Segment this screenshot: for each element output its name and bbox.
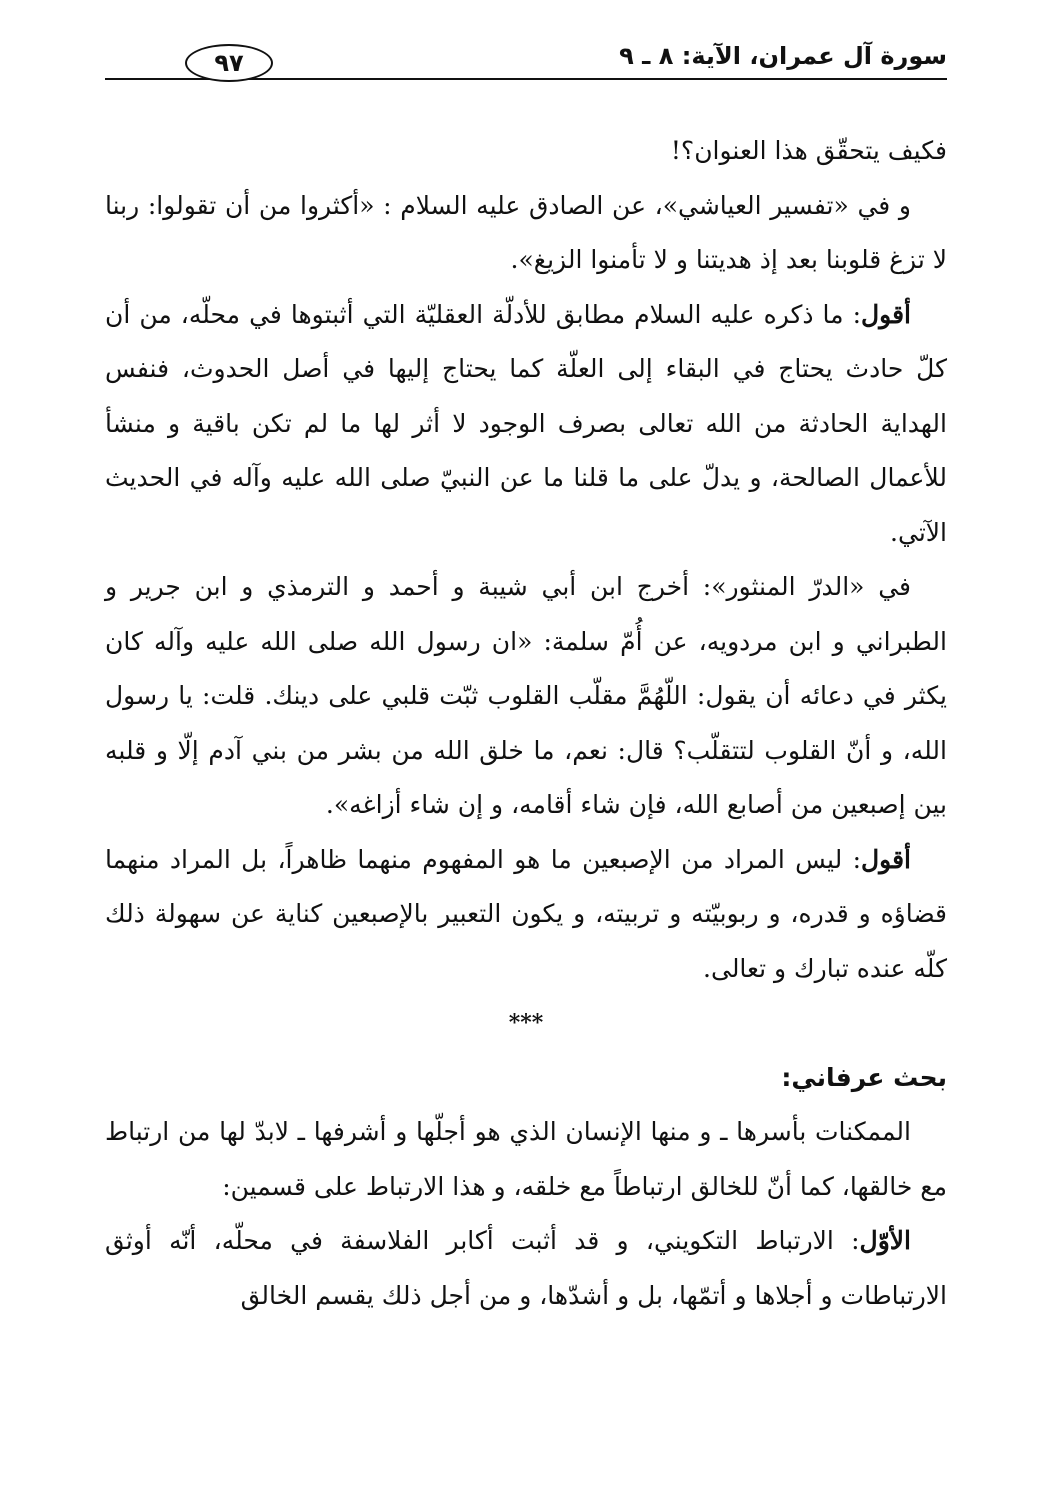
header-title: سورة آل عمران، الآية: ٨ ـ ٩: [619, 42, 947, 70]
page-number: ٩٧: [185, 44, 273, 82]
paragraph-question: فكيف يتحقّق هذا العنوان؟!: [670, 136, 947, 165]
paragraph-ayyashi: و في «تفسير العياشي»، عن الصادق عليه السلام : «أكثروا من أن تقولوا: ربنا لا تزغ قلوبنا بعد إذ هديتنا و لا تأمنوا الزيغ».: [105, 190, 947, 274]
aqul-label: أقول: [861, 844, 911, 874]
paragraph-aqul-2: [105, 833, 947, 997]
aqul-text: : ما ذكره عليه السلام مطابق للأدلّة العقليّة التي أثبتوها في محلّه، من أن كلّ حادث يحتاج في البقاء إلى العلّة كما يحتاج إليها في أصل الحدوث، فنفس الهداية الحادثة من الله تعالى بصرف الوجود لا أثر لها ما لم تكن باقية و منشأ للأعمال الصالحة، و يدلّ على ما قلنا ما عن النبيّ صلى الله عليه وآله في الحديث الآتي.: [105, 299, 947, 547]
page-header: [105, 38, 947, 94]
awwal-text: : الارتباط التكويني، و قد أثبت أكابر الفلاسفة في محلّه، أنّه أوثق الارتباطات و أجلاها و أتمّها، بل و أشدّها، و من أجل ذلك يقسم الخالق: [105, 1226, 947, 1310]
awwal-label: الأوّل: [859, 1226, 911, 1255]
page-body: [105, 124, 947, 1323]
paragraph-awwal: [105, 1214, 947, 1323]
paragraph-aqul-1: [105, 288, 947, 561]
aqul-text: : ليس المراد من الإصبعين ما هو المفهوم منهما ظاهراً، بل المراد منهما قضاؤه و قدره، و ربوبيّته و تربيته، و يكون التعبير بالإصبعين كناية عن سهولة ذلك كلّه عنده تبارك و تعالى.: [105, 844, 947, 983]
paragraph-mumkinat: الممكنات بأسرها ـ و منها الإنسان الذي هو أجلّها و أشرفها ـ لابدّ لها من ارتباط مع خالقها، كما أنّ للخالق ارتباطاً مع خلقه، و هذا الارتباط على قسمين:: [105, 1117, 947, 1201]
paragraph-durr-manthur: في «الدرّ المنثور»: أخرج ابن أبي شيبة و أحمد و الترمذي و ابن جرير و الطبراني و ابن مردويه، عن أُمّ سلمة: «ان رسول الله صلى الله عليه وآله كان يكثر في دعائه أن يقول: اللّهُمَّ مقلّب القلوب ثبّت قلبي على دينك. قلت: يا رسول الله، و أنّ القلوب لتتقلّب؟ قال: نعم، ما خلق الله من بشر من بني آدم إلّا و قلبه بين إصبعين من أصابع الله، فإن شاء أقامه، و إن شاء أزاغه».: [105, 572, 947, 819]
section-separator: ***: [508, 1010, 544, 1036]
aqul-label: أقول: [861, 299, 911, 329]
section-heading: بحث عرفاني:: [781, 1062, 947, 1092]
